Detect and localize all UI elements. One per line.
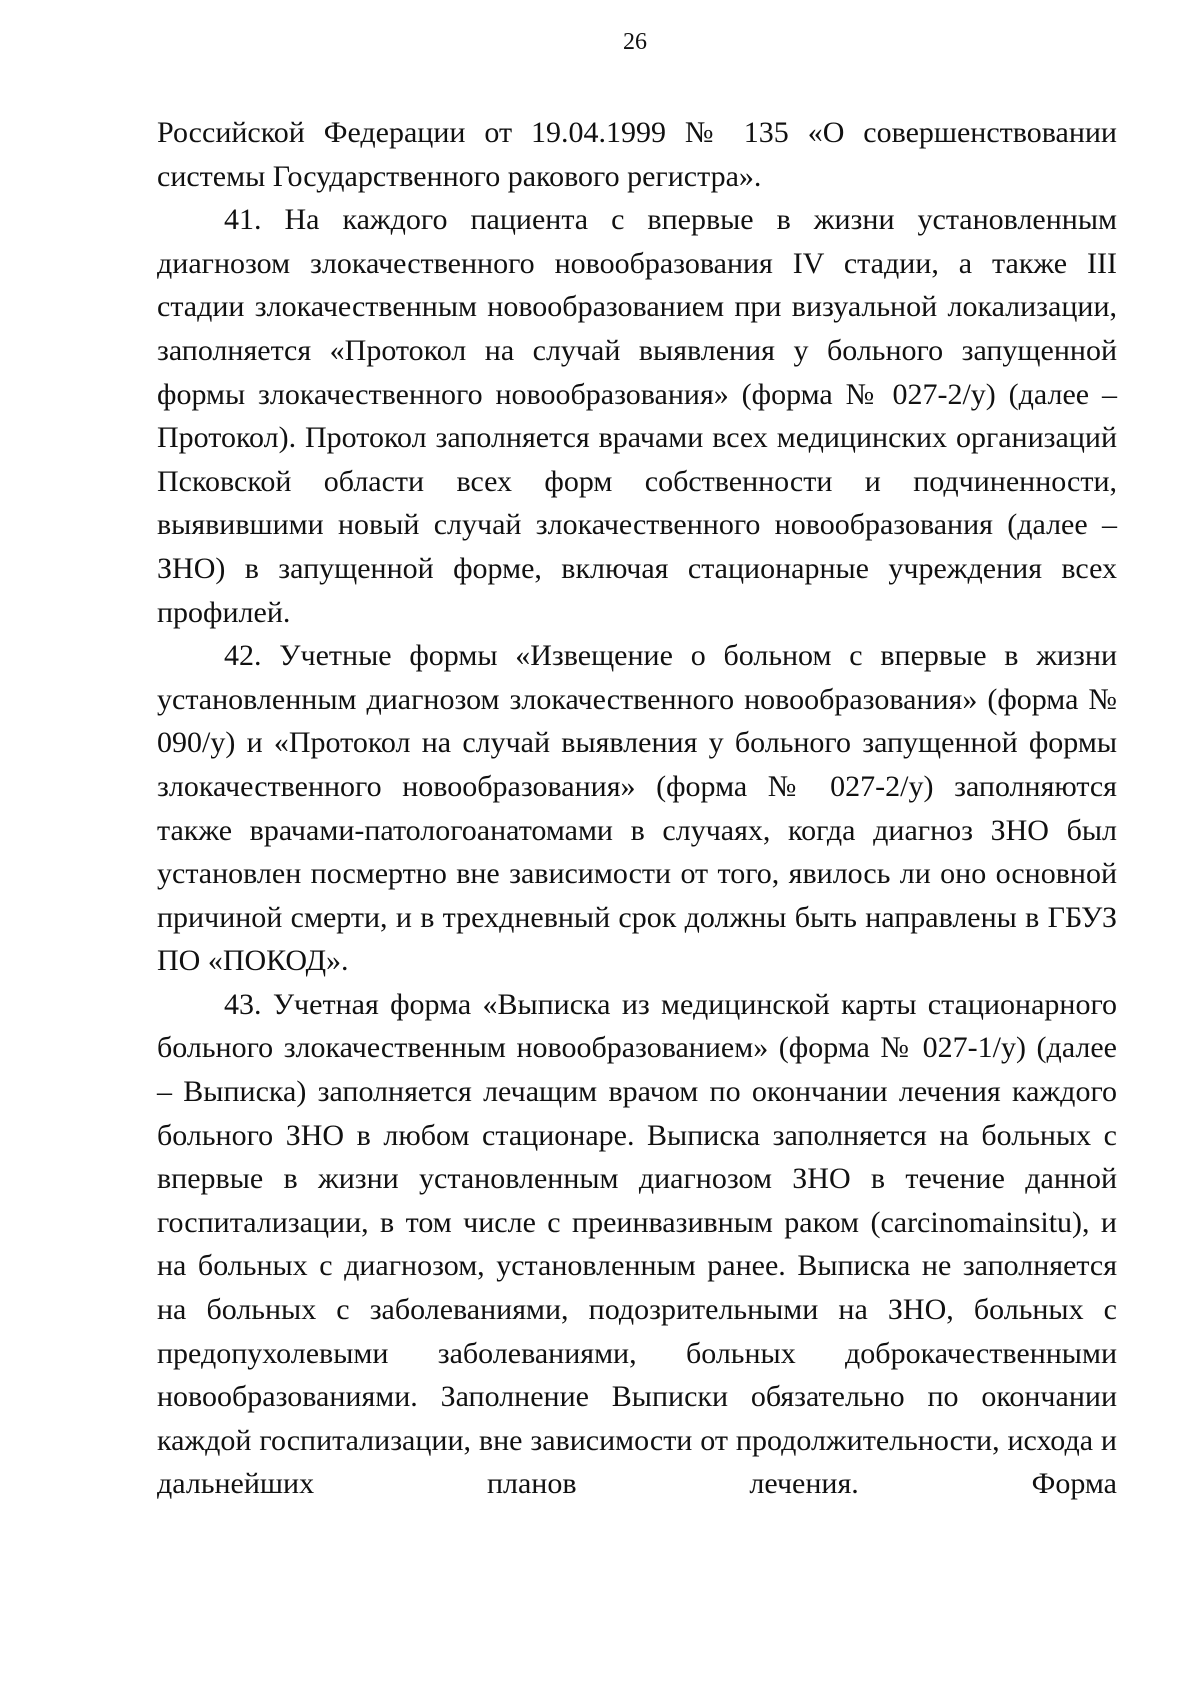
- paragraph-41: 41. На каждого пациента с впервые в жизни установленным диагнозом злокачественного новообразования IV стадии, а также III стадии злокачественным новообразованием при визуальной локализации, заполняется «Протокол на случай выявления у больного запущенной формы злокачественного новообразования» (форма № 027-2/у) (далее – Протокол). Протокол заполняется врачами всех медицинских организаций Псковской области всех форм собственности и подчиненности, выявившими новый случай злокачественного новообразования (далее – ЗНО) в запущенной форме, включая стационарные учреждения всех профилей.: [157, 203, 1117, 629]
- document-body: [157, 111, 1117, 1506]
- paragraph-43: 43. Учетная форма «Выписка из медицинской карты стационарного больного злокачественным новообразованием» (форма № 027-1/у) (далее – Выписка) заполняется лечащим врачом по окончании лечения каждого больного ЗНО в любом стационаре. Выписка заполняется на больных с впервые в жизни установленным диагнозом ЗНО в течение данной госпитализации, в том числе с преинвазивным раком (carcinomainsitu), и на больных с диагнозом, установленным ранее. Выписка не заполняется на больных с заболеваниями, подозрительными на ЗНО, больных с предопухолевыми заболеваниями, больных доброкачественными новообразованиями. Заполнение Выписки обязательно по окончании каждой госпитализации, вне зависимости от продолжительности, исхода и дальнейших планов лечения. Форма: [157, 987, 1117, 1501]
- page-number: 26: [623, 29, 647, 55]
- paragraph-continuation: Российской Федерации от 19.04.1999 № 135 «О совершенствовании системы Государственного ракового регистра».: [157, 116, 1117, 193]
- paragraph-42: 42. Учетные формы «Извещение о больном с впервые в жизни установленным диагнозом злокачественного новообразования» (форма № 090/у) и «Протокол на случай выявления у больного запущенной формы злокачественного новообразования» (форма № 027-2/у) заполняются также врачами-патологоанатомами в случаях, когда диагноз ЗНО был установлен посмертно вне зависимости от того, явилось ли оно основной причиной смерти, и в трехдневный срок должны быть направлены в ГБУЗ ПО «ПОКОД».: [157, 639, 1117, 978]
